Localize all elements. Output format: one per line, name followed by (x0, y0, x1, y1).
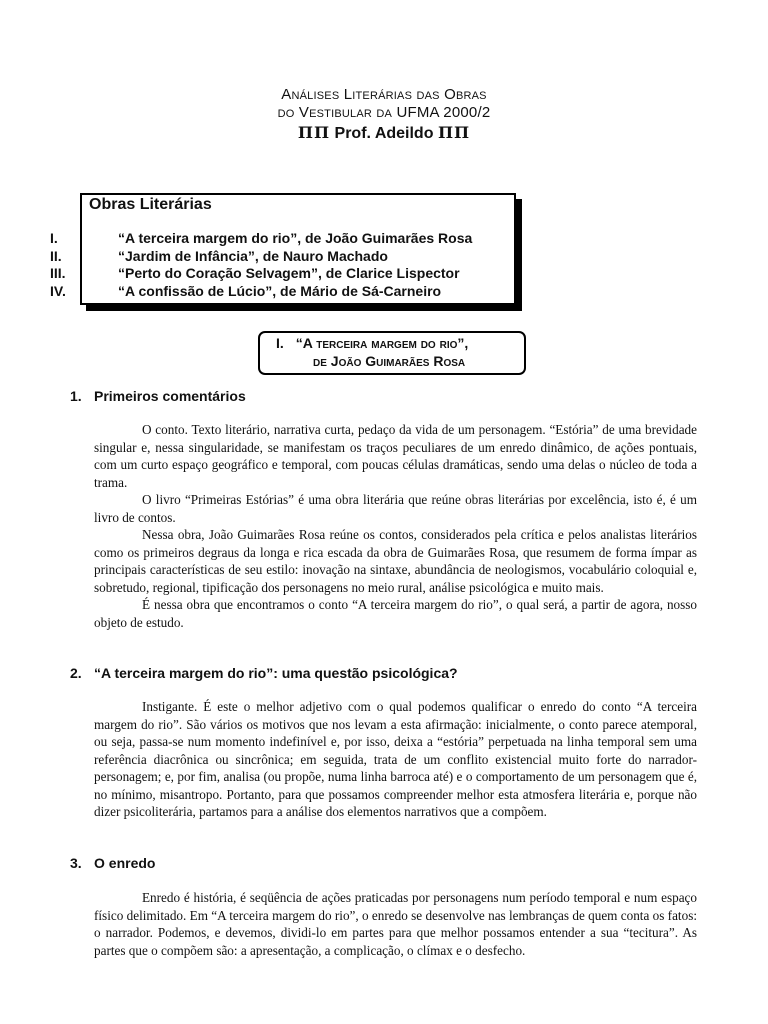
header-author (0, 123, 768, 144)
section-heading (70, 855, 155, 871)
pi-glyph-right: ΠΠ (437, 123, 471, 142)
section-number: 2. (70, 665, 82, 681)
section-body (94, 421, 697, 631)
obras-item-number: III. (50, 265, 66, 281)
obras-item-number: II. (50, 247, 62, 264)
obras-item-text: “A confissão de Lúcio”, de Mário de Sá-Carneiro (118, 282, 442, 299)
obras-item-number: IV. (50, 282, 66, 299)
obras-item (50, 248, 520, 266)
section-number: 1. (70, 388, 82, 404)
section-title-number: I. (276, 335, 284, 351)
author-name: Prof. Adeildo (334, 125, 434, 142)
section-title-work: “A terceira margem do rio”, (295, 335, 469, 351)
paragraph: O livro “Primeiras Estórias” é uma obra literária que reúne obras literárias por excelência, isto é, é um livro de contos. (94, 492, 697, 525)
obras-item (50, 283, 520, 301)
section-title-box (258, 331, 526, 375)
document-header (0, 86, 768, 144)
obras-item-text: “Jardim de Infância”, de Nauro Machado (118, 247, 388, 264)
obras-item-number: I. (50, 230, 58, 246)
paragraph: Enredo é história, é seqüência de ações praticadas por personagens num período temporal e num espaço físico delimitado. Em “A terceira margem do rio”, o enredo se desenvolve nas lembranças de quem conta os fatos: o narrador. Podemos, e devemos, dividi-lo em partes para que melhor possamos entender a sua “tecitura”. As partes que o compõem são: a apresentação, a complicação, o clímax e o desfecho. (94, 890, 697, 958)
obras-list (50, 230, 520, 300)
header-line-1: Análises Literárias das Obras (281, 86, 487, 103)
section-title-line-1 (276, 335, 468, 351)
section-title: Primeiros comentários (94, 388, 246, 404)
paragraph: Nessa obra, João Guimarães Rosa reúne os contos, considerados pela crítica e pelos analistas literários como os primeiros degraus da longa e rica escada da obra de Guimarães Rosa, que resumem de forma ímpar as principais características de seu estilo: inovação na sintaxe, abundância de neologismos, vocabulário coloquial e, sobretudo, regional, tipificação dos personagens no meio rural, análise psicológica e muito mais. (94, 527, 697, 595)
paragraph: O conto. Texto literário, narrativa curta, pedaço da vida de um personagem. “Estória” de uma brevidade singular e, nessa singularidade, se manifestam os traços peculiares de um enredo dinâmico, de ações pontuais, com um curto espaço geográfico e temporal, com poucas células dramáticas, sendo uma delas o núcleo de toda a trama. (94, 422, 697, 490)
obras-item (50, 230, 520, 248)
section-heading (70, 388, 246, 404)
obras-item-text: “A terceira margem do rio”, de João Guimarães Rosa (118, 230, 473, 246)
pi-glyph-left: ΠΠ (297, 123, 331, 142)
section-title-line-2: de João Guimarães Rosa (313, 353, 466, 369)
obras-title: Obras Literárias (89, 196, 212, 213)
header-line-2: do Vestibular da UFMA 2000/2 (277, 104, 491, 121)
section-heading (70, 665, 458, 681)
section-body (94, 889, 697, 959)
section-body (94, 698, 697, 821)
section-number: 3. (70, 855, 82, 871)
paragraph: É nessa obra que encontramos o conto “A terceira margem do rio”, o qual será, a partir de agora, nosso objeto de estudo. (94, 597, 697, 630)
section-title: “A terceira margem do rio”: uma questão psicológica? (94, 665, 458, 681)
obras-item-text: “Perto do Coração Selvagem”, de Clarice Lispector (118, 265, 460, 281)
section-title: O enredo (94, 855, 156, 871)
obras-item (50, 265, 520, 283)
paragraph: Instigante. É este o melhor adjetivo com o qual podemos qualificar o enredo do conto “A terceira margem do rio”. São vários os motivos que nos levam a esta afirmação: inicialmente, o conto parece atemporal, ou seja, passa-se num momento indefinível e, por isso, deixa a “estória” perpetuada na linha temporal sem uma referência diacrônica ou sincrônica; em seguida, trata de um conflito existencial muito forte do narrador-personagem; e, por fim, analisa (ou propõe, numa linha barroca até) e o comportamento de um personagem que é, no mínimo, misantropo. Portanto, para que possamos compreender melhor esta atmosfera literária e, porque não dizer psicoliterária, partamos para a análise dos elementos narrativos que a compõem. (94, 699, 697, 819)
